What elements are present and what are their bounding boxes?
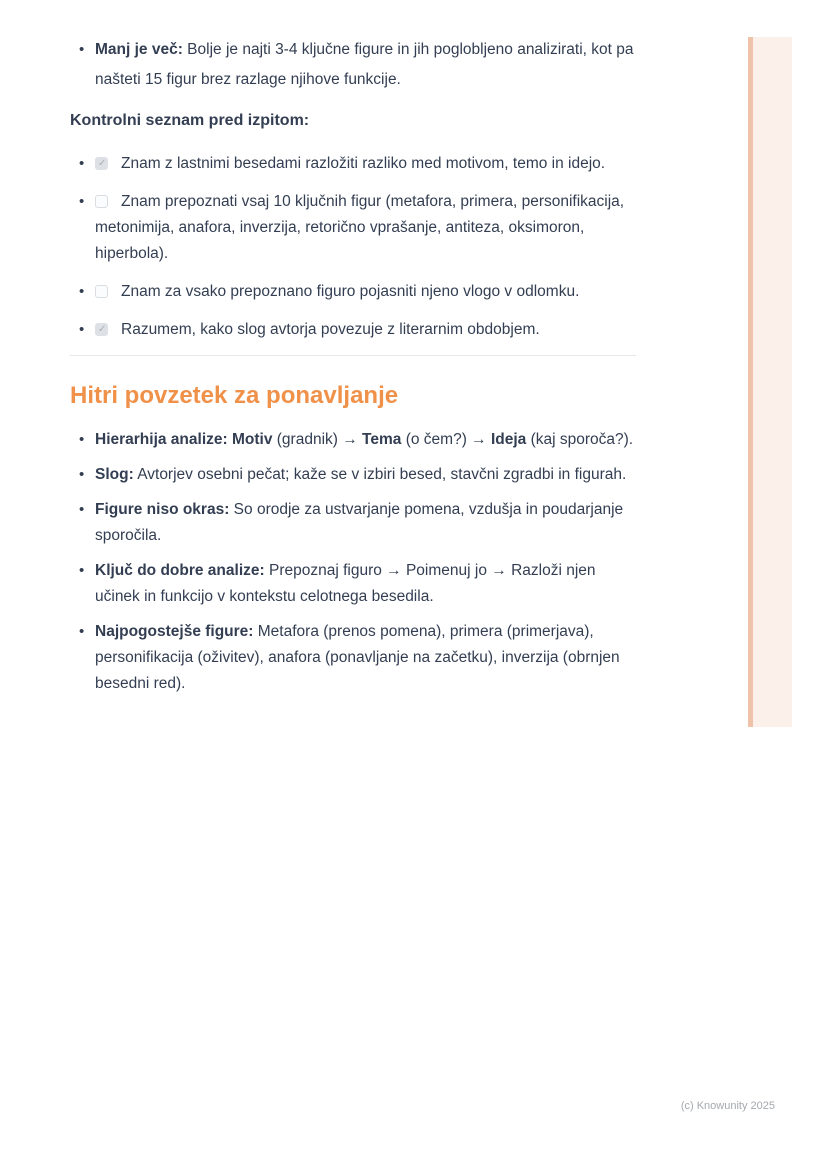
- checklist-item: [70, 189, 636, 267]
- checklist-item: [70, 317, 636, 343]
- list-item: • Ključ do dobre analize: Prepoznaj figuro → Poimenuj jo → Razloži njen učinek in funkcijo v kontekstu celotnega besedila.: [70, 558, 636, 610]
- summary-section-title: Hitri povzetek za ponavljanje: [70, 382, 399, 409]
- section-divider: [70, 355, 636, 356]
- checklist-item-text: Znam za vsako prepoznano figuro pojasniti njeno vlogo v odlomku.: [121, 283, 580, 300]
- page-content: [70, 0, 636, 706]
- list-item: • Hierarhija analize: Motiv (gradnik) → Tema (o čem?) → Ideja (kaj sporoča?).: [70, 427, 636, 453]
- copyright-notice: (c) Knowunity 2025: [680, 1100, 775, 1112]
- checklist-item: [70, 279, 636, 305]
- checkbox-icon[interactable]: [95, 195, 108, 208]
- decorative-side-stripe: [748, 37, 792, 727]
- checklist-item-text: Znam z lastnimi besedami razložiti razliko med motivom, temo in idejo.: [121, 155, 606, 172]
- list-item: • Najpogostejše figure: Metafora (prenos pomena), primera (primerjava), personifikacija (oživitev), anafora (ponavljanje na začetku), inverzija (obrnjen besedni red).: [70, 619, 636, 697]
- checklist-item-text: Znam prepoznati vsaj 10 ključnih figur (metafora, primera, personifikacija, metonimija, anafora, inverzija, retorično vprašanje, antiteza, oksimoron, hiperbola).: [95, 193, 625, 262]
- checklist-heading: Kontrolni seznam pred izpitom:: [70, 112, 310, 129]
- summary-bullet-list: [70, 427, 636, 697]
- exam-checklist: [70, 151, 636, 343]
- checkbox-icon[interactable]: [95, 323, 108, 336]
- checklist-item-text: Razumem, kako slog avtorja povezuje z literarnim obdobjem.: [121, 321, 540, 338]
- checkbox-icon[interactable]: [95, 157, 108, 170]
- checkbox-icon[interactable]: [95, 285, 108, 298]
- list-item: • Manj je več: Bolje je najti 3-4 ključne figure in jih poglobljeno analizirati, kot pa našteti 15 figur brez razlage njihove funkcije.: [70, 35, 636, 95]
- checklist-item: [70, 151, 636, 177]
- list-item: • Figure niso okras: So orodje za ustvarjanje pomena, vzdušja in poudarjanje sporočila.: [70, 497, 636, 549]
- intro-bullet-list: [70, 35, 636, 95]
- list-item: • Slog: Avtorjev osebni pečat; kaže se v izbiri besed, stavčni zgradbi in figurah.: [70, 462, 636, 488]
